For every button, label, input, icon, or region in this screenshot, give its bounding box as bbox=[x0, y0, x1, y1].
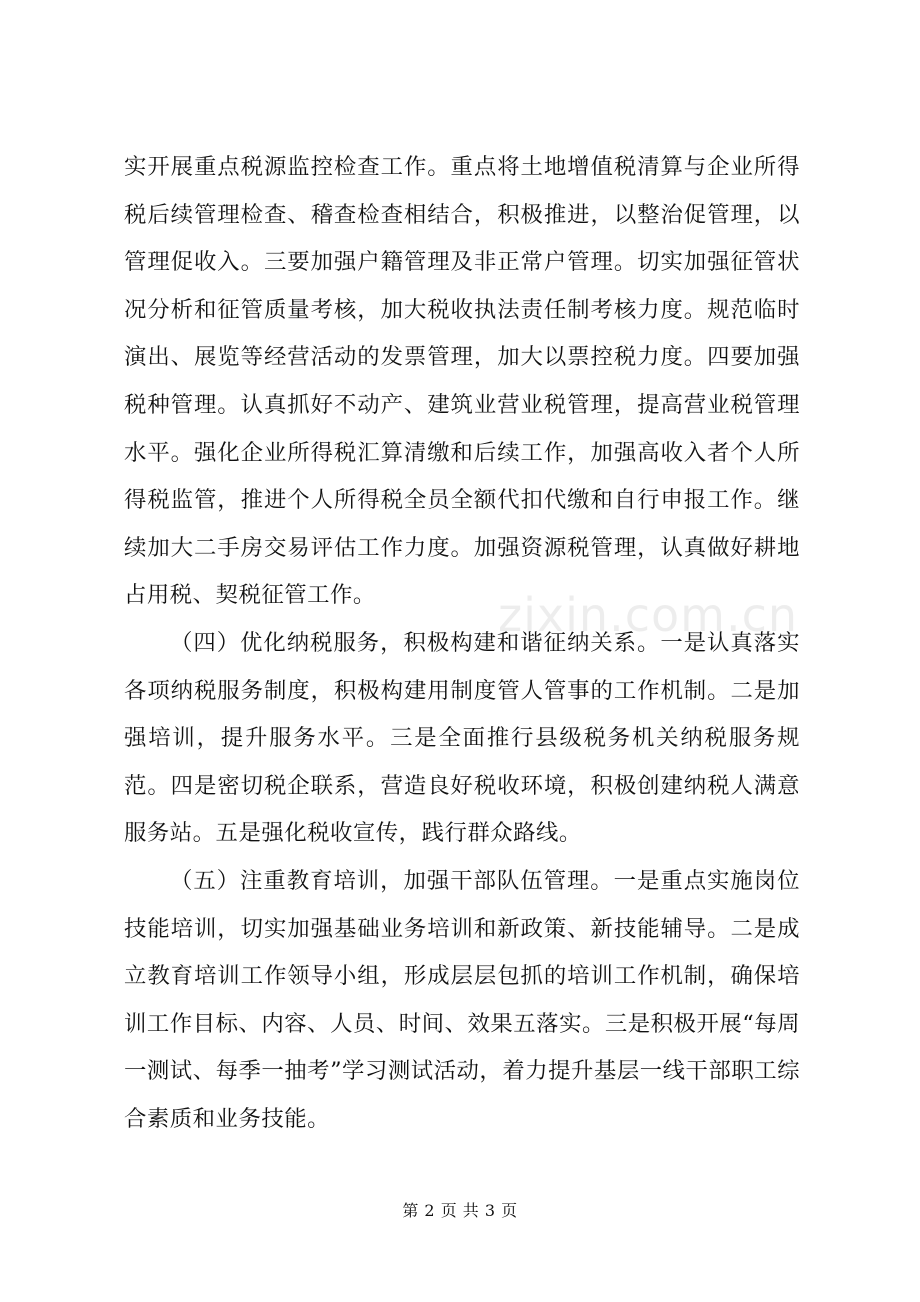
page-footer: 第 2 页 共 3 页 bbox=[402, 1201, 518, 1220]
watermark-text: zixin.com.cn bbox=[498, 588, 799, 642]
paragraph-continuation: 实开展重点税源监控检查工作。重点将土地增值税清算与企业所得税后续管理检查、稽查检查相结合，积极推进，以整治促管理，以管理促收入。三要加强户籍管理及非正常户管理。切实加强征管状况分析和征管质量考核，加大税收执法责任制考核力度。规范临时演出、展览等经营活动的发票管理，加大以票控税力度。四要加强税种管理。认真抓好不动产、建筑业营业税管理，提高营业税管理水平。强化企业所得税汇算清缴和后续工作，加强高收入者个人所得税监管，推进个人所得税全员全额代扣代缴和自行申报工作。继续加大二手房交易评估工作力度。加强资源税管理，认真做好耕地占用税、契税征管工作。 bbox=[124, 154, 800, 609]
paragraph-section-5: （五）注重教育培训，加强干部队伍管理。一是重点实施岗位技能培训，切实加强基础业务培训和新政策、新技能辅导。二是成立教育培训工作领导小组，形成层层包抓的培训工作机制，确保培训工作目标、内容、人员、时间、效果五落实。三是积极开展“每周一测试、每季一抽考”学习测试活动，着力提升基层一线干部职工综合素质和业务技能。 bbox=[124, 867, 800, 1132]
document-body bbox=[124, 144, 800, 1143]
paragraph-section-4: （四）优化纳税服务，积极构建和谐征纳关系。一是认真落实各项纳税服务制度，积极构建用制度管人管事的工作机制。二是加强培训，提升服务水平。三是全面推行县级税务机关纳税服务规范。四是密切税企联系，营造良好税收环境，积极创建纳税人满意服务站。五是强化税收宣传，践行群众路线。 bbox=[124, 629, 800, 847]
